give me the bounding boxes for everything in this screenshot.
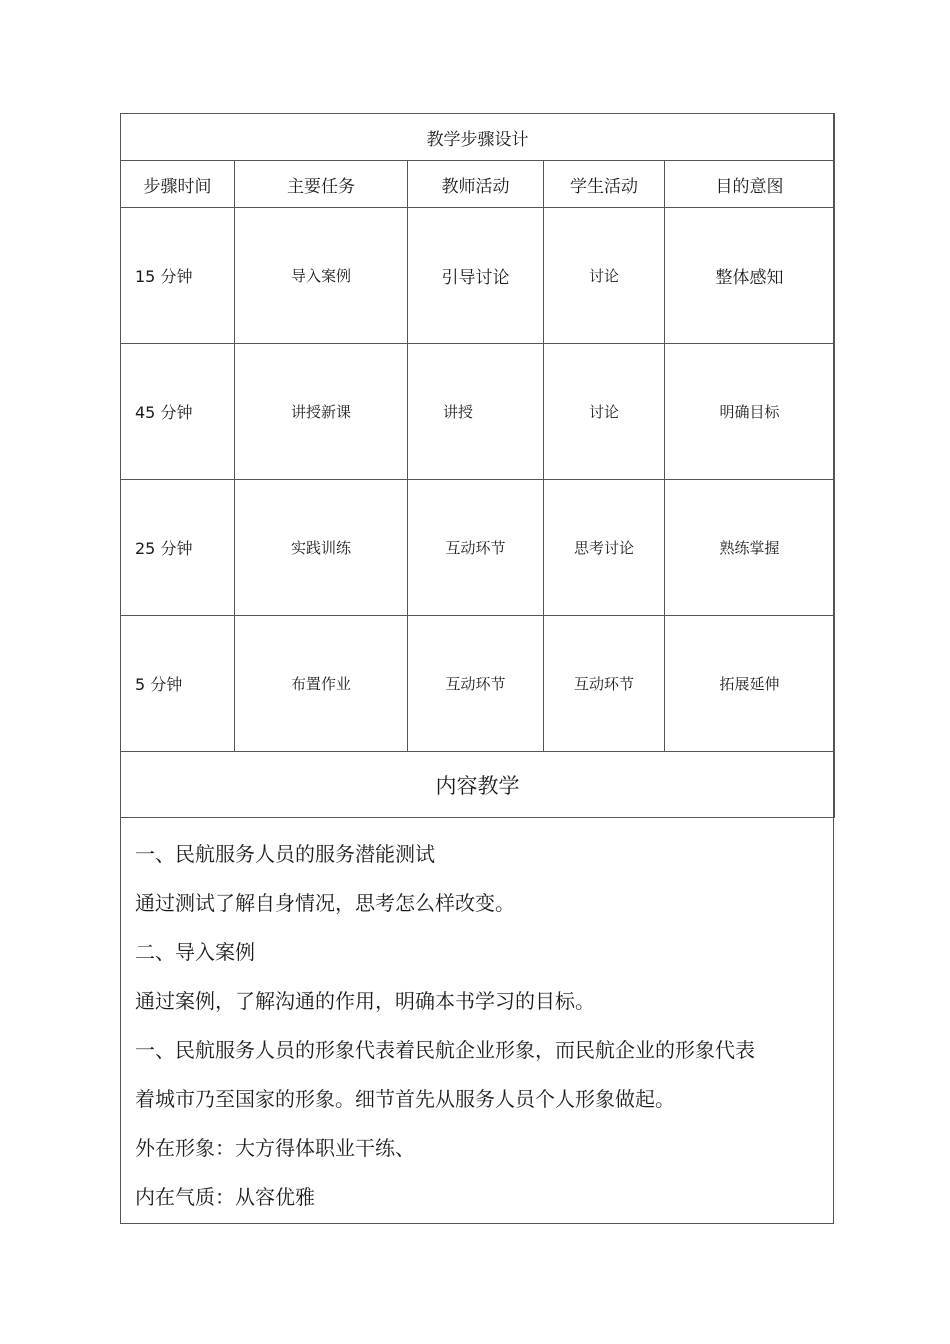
cell-teacher: 讲授 (408, 344, 544, 480)
table-row (121, 208, 835, 344)
cell-teacher: 互动环节 (408, 616, 544, 752)
cell-purpose: 熟练掌握 (665, 480, 835, 616)
cell-time: 15 分钟 (121, 208, 235, 344)
table-row (121, 616, 835, 752)
cell-task: 实践训练 (235, 480, 408, 616)
cell-student: 讨论 (544, 344, 665, 480)
cell-teacher: 引导讨论 (408, 208, 544, 344)
header-main-task: 主要任务 (235, 161, 408, 208)
content-line: 着城市乃至国家的形象。细节首先从服务人员个人形象做起。 (135, 1087, 675, 1111)
content-line: 一、民航服务人员的形象代表着民航企业形象，而民航企业的形象代表 (135, 1038, 755, 1062)
content-heading-row (121, 752, 835, 818)
cell-student: 互动环节 (544, 616, 665, 752)
table-title-row (121, 114, 835, 161)
table-row (121, 344, 835, 480)
table-header-row (121, 161, 835, 208)
cell-purpose: 拓展延伸 (665, 616, 835, 752)
cell-time: 5 分钟 (121, 616, 235, 752)
header-step-time: 步骤时间 (121, 161, 235, 208)
cell-student: 思考讨论 (544, 480, 665, 616)
content-line: 内在气质：从容优雅 (135, 1185, 315, 1209)
content-heading: 内容教学 (121, 752, 835, 818)
table-row (121, 480, 835, 616)
content-line: 通过案例，了解沟通的作用，明确本书学习的目标。 (135, 989, 595, 1013)
content-line: 一、民航服务人员的服务潜能测试 (135, 842, 435, 866)
cell-teacher: 互动环节 (408, 480, 544, 616)
cell-time: 45 分钟 (121, 344, 235, 480)
table-title: 教学步骤设计 (121, 114, 835, 161)
teaching-steps-table (120, 113, 835, 818)
content-line: 通过测试了解自身情况，思考怎么样改变。 (135, 891, 515, 915)
cell-time: 25 分钟 (121, 480, 235, 616)
header-student-activity: 学生活动 (544, 161, 665, 208)
cell-purpose: 明确目标 (665, 344, 835, 480)
content-line: 外在形象：大方得体职业干练、 (135, 1136, 415, 1160)
cell-student: 讨论 (544, 208, 665, 344)
content-body (135, 830, 835, 1222)
cell-task: 讲授新课 (235, 344, 408, 480)
cell-purpose: 整体感知 (665, 208, 835, 344)
header-teacher-activity: 教师活动 (408, 161, 544, 208)
cell-task: 导入案例 (235, 208, 408, 344)
header-purpose: 目的意图 (665, 161, 835, 208)
cell-task: 布置作业 (235, 616, 408, 752)
content-line: 二、导入案例 (135, 940, 255, 964)
